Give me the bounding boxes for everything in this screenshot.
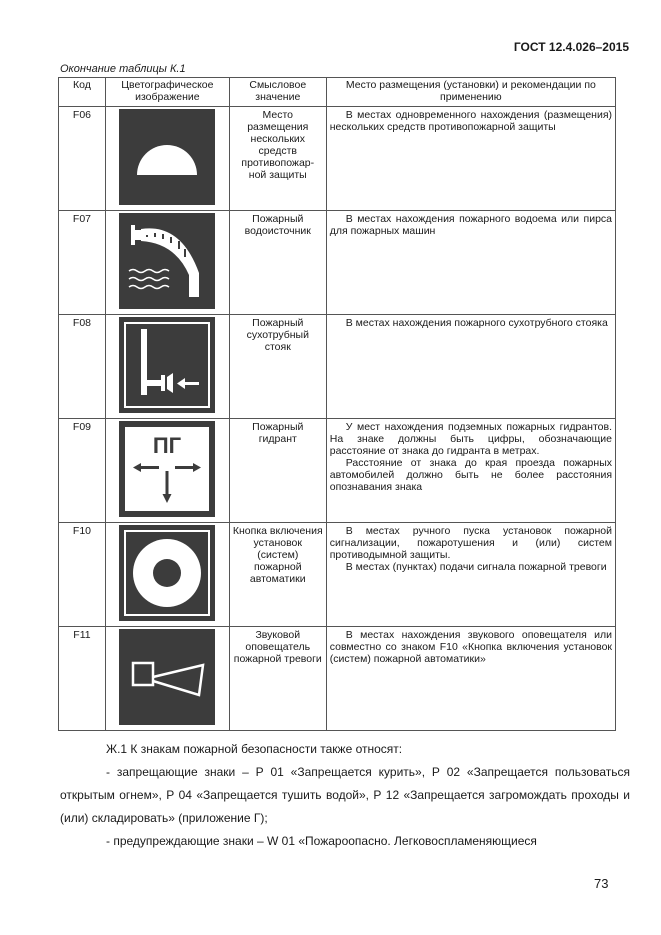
dry-riser-icon (119, 317, 215, 413)
sign-meaning: Пожарный гидрант (229, 419, 326, 523)
sign-meaning: Место размещения нескольких средств противопожар-ной защиты (229, 107, 326, 211)
placement-text: В местах нахождения пожарного сухотрубного стояка (345, 317, 608, 329)
column-header-meaning: Смысловое значение (229, 78, 326, 107)
table-row (59, 211, 616, 315)
fire-alarm-button-icon (119, 525, 215, 621)
sign-code: F11 (59, 627, 106, 731)
sign-code: F07 (59, 211, 106, 315)
fire-water-source-icon (119, 213, 215, 309)
fire-hydrant-icon (119, 421, 215, 517)
placement-text: В местах нахождения пожарного водоема или пирса для пожарных машин (329, 213, 612, 237)
placement-text: В местах ручного пуска установок пожарной сигнализации, пожаротушения и (или) систем противодымной защиты. (329, 525, 612, 561)
sign-meaning: Пожарный водоисточник (229, 211, 326, 315)
table-row (59, 315, 616, 419)
placement-text: В местах одновременного нахождения (размещения) нескольких средств противопожарной защиты (329, 109, 612, 133)
sign-code: F08 (59, 315, 106, 419)
paragraph: Ж.1 К знакам пожарной безопасности также относят: (106, 742, 403, 756)
table-caption: Окончание таблицы К.1 (60, 63, 186, 75)
standard-header: ГОСТ 12.4.026–2015 (513, 40, 629, 54)
placement-text: Расстояние от знака до края проезда пожарных автомобилей должно быть не более расстояния опознавания знака (329, 457, 612, 493)
paragraph: - предупреждающие знаки – W 01 «Пожароопасно. Легковоспламеняющиеся (106, 834, 537, 848)
sign-code: F09 (59, 419, 106, 523)
placement-text: В местах нахождения звукового оповещателя или совместно со знаком F10 «Кнопка включения установок (систем) пожарной автоматики» (329, 629, 612, 665)
fire-alarm-sounder-icon (119, 629, 215, 725)
sign-meaning: Звуковой оповещатель пожарной тревоги (229, 627, 326, 731)
signs-table (58, 77, 616, 731)
fire-equipment-location-icon (119, 109, 215, 205)
column-header-code: Код (59, 78, 106, 107)
table-row (59, 107, 616, 211)
table-header-row (59, 78, 616, 107)
column-header-placement: Место размещения (установки) и рекомендации по применению (326, 78, 615, 107)
table-row (59, 419, 616, 523)
hydrant-sign-label: ПГ (153, 433, 182, 458)
sign-code: F06 (59, 107, 106, 211)
placement-text: В местах (пунктах) подачи сигнала пожарной тревоги (345, 561, 607, 573)
sign-meaning: Пожарный сухотрубный стояк (229, 315, 326, 419)
body-section (60, 738, 630, 853)
column-header-image: Цветографическое изображение (105, 78, 229, 107)
table-row (59, 627, 616, 731)
paragraph: - запрещающие знаки – Р 01 «Запрещается курить», Р 02 «Запрещается пользоваться открытым огнем», Р 04 «Запрещается тушить водой», Р 12 «Запрещается загромождать проходы и (или) складировать» (приложение Г); (60, 765, 630, 825)
sign-code: F10 (59, 523, 106, 627)
placement-text: У мест нахождения подземных пожарных гидрантов. На знаке должны быть цифры, обозначающие расстояние от знака до гидранта в метрах. (329, 421, 612, 457)
table-row (59, 523, 616, 627)
sign-meaning: Кнопка включения установок (систем) пожарной автоматики (229, 523, 326, 627)
page-number: 73 (594, 876, 609, 891)
